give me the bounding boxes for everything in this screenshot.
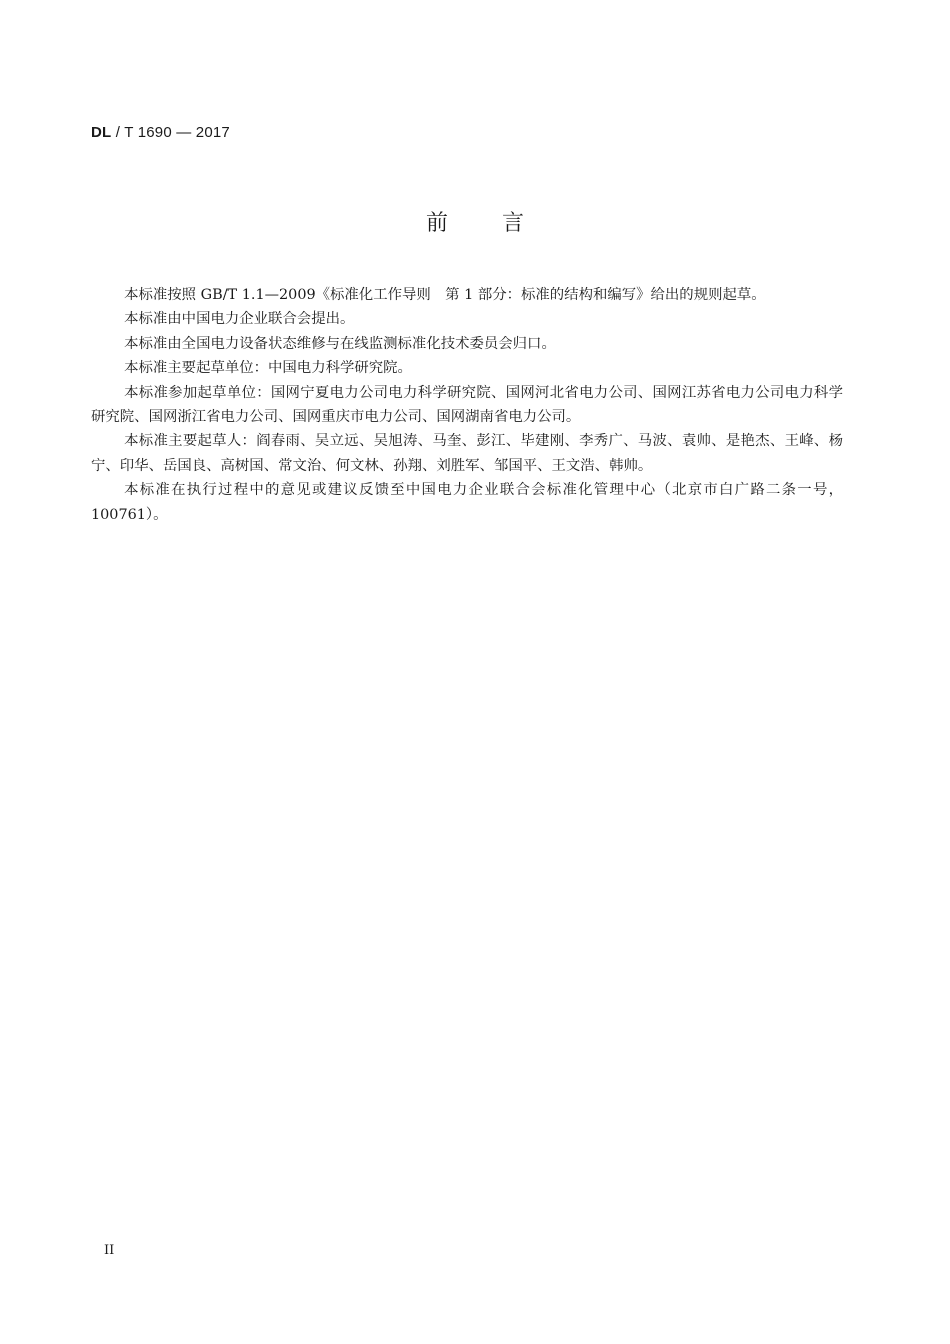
foreword-body bbox=[91, 283, 843, 527]
paragraph-participating-units: 本标准参加起草单位：国网宁夏电力公司电力科学研究院、国网河北省电力公司、国网江苏省电力公司电力科学研究院、国网浙江省电力公司、国网重庆市电力公司、国网湖南省电力公司。 bbox=[91, 384, 843, 426]
page-number: II bbox=[104, 1243, 115, 1258]
title-char-1: 前 bbox=[425, 211, 448, 236]
paragraph-proposer: 本标准由中国电力企业联合会提出。 bbox=[124, 311, 355, 328]
standard-number bbox=[91, 124, 230, 141]
standard-prefix: DL bbox=[91, 124, 112, 141]
title-char-2: 言 bbox=[502, 211, 525, 236]
standard-code: / T 1690 — 2017 bbox=[111, 124, 230, 141]
page-title bbox=[0, 206, 950, 237]
paragraph-committee: 本标准由全国电力设备状态维修与在线监测标准化技术委员会归口。 bbox=[124, 335, 556, 352]
paragraph-main-drafting-unit: 本标准主要起草单位：中国电力科学研究院。 bbox=[124, 360, 412, 377]
paragraph-main-drafters: 本标准主要起草人：阎春雨、吴立远、吴旭涛、马奎、彭江、毕建刚、李秀广、马波、袁帅、是艳杰、王峰、杨宁、印华、岳国良、高树国、常文治、何文林、孙翔、刘胜军、邹国平、王文浩、韩帅。 bbox=[91, 433, 843, 474]
paragraph-drafting-rules: 本标准按照 GB/T 1.1—2009《标准化工作导则 第 1 部分：标准的结构和编写》给出的规则起草。 bbox=[124, 287, 766, 303]
paragraph-feedback: 本标准在执行过程中的意见或建议反馈至中国电力企业联合会标准化管理中心（北京市白广路二条一号，100761）。 bbox=[91, 482, 843, 523]
